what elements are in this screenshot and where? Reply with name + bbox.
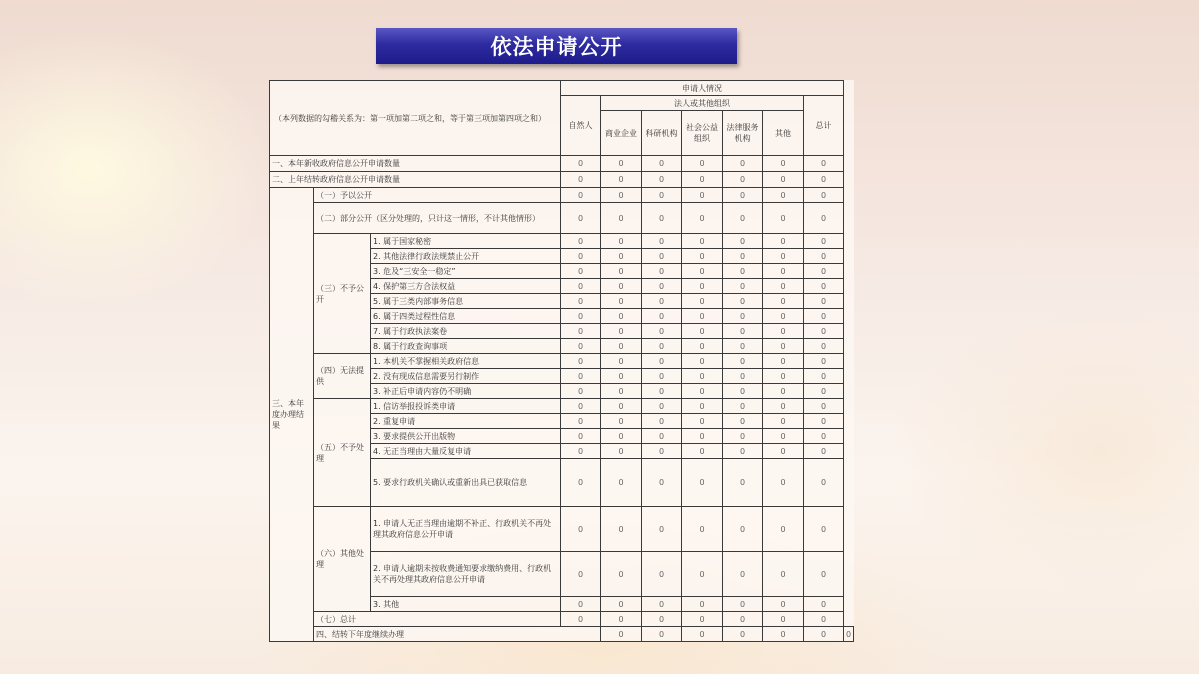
row-label: 4. 保护第三方合法权益 <box>371 279 561 294</box>
cell-value: 0 <box>682 384 723 399</box>
cell-value: 0 <box>763 627 804 642</box>
table-row <box>270 612 854 627</box>
cell-value: 0 <box>723 234 763 249</box>
cell-value: 0 <box>804 172 844 188</box>
cell-value: 0 <box>804 459 844 507</box>
table-note: （本列数据的勾稽关系为：第一项加第二项之和，等于第三项加第四项之和） <box>270 81 561 156</box>
section3-label: 三、本年度办理结果 <box>270 188 314 642</box>
cell-value: 0 <box>763 309 804 324</box>
cell-value: 0 <box>682 399 723 414</box>
subsection-label: （六）其他处理 <box>314 507 371 612</box>
row-label: 二、上年结转政府信息公开申请数量 <box>270 172 561 188</box>
row-label: 5. 属于三类内部事务信息 <box>371 294 561 309</box>
cell-value: 0 <box>601 354 642 369</box>
subsection-label: （五）不予处理 <box>314 399 371 507</box>
row-label: （二）部分公开（区分处理的，只计这一情形，不计其他情形） <box>314 203 561 234</box>
cell-value: 0 <box>723 552 763 597</box>
cell-value: 0 <box>682 597 723 612</box>
cell-value: 0 <box>763 264 804 279</box>
cell-value: 0 <box>763 249 804 264</box>
cell-value: 0 <box>804 249 844 264</box>
cell-value: 0 <box>763 507 804 552</box>
cell-value: 0 <box>804 552 844 597</box>
row-label: （七）总计 <box>314 612 561 627</box>
cell-value: 0 <box>601 384 642 399</box>
row-label: （一）予以公开 <box>314 188 561 203</box>
cell-value: 0 <box>642 507 682 552</box>
cell-value: 0 <box>763 459 804 507</box>
cell-value: 0 <box>682 324 723 339</box>
cell-value: 0 <box>561 309 601 324</box>
cell-value: 0 <box>723 354 763 369</box>
row-label: 1. 申请人无正当理由逾期不补正、行政机关不再处理其政府信息公开申请 <box>371 507 561 552</box>
cell-value: 0 <box>763 188 804 203</box>
header-natural-person: 自然人 <box>561 96 601 156</box>
cell-value: 0 <box>601 279 642 294</box>
cell-value: 0 <box>601 264 642 279</box>
row-label: 3. 其他 <box>371 597 561 612</box>
cell-value: 0 <box>682 172 723 188</box>
row-label: 7. 属于行政执法案卷 <box>371 324 561 339</box>
cell-value: 0 <box>804 324 844 339</box>
row-label: 1. 信访举报投诉类申请 <box>371 399 561 414</box>
cell-value: 0 <box>682 507 723 552</box>
cell-value: 0 <box>642 234 682 249</box>
cell-value: 0 <box>601 399 642 414</box>
table-row <box>270 354 854 369</box>
cell-value: 0 <box>642 597 682 612</box>
cell-value: 0 <box>601 294 642 309</box>
row-label: 一、本年新收政府信息公开申请数量 <box>270 156 561 172</box>
header-commercial: 商业企业 <box>601 111 642 156</box>
cell-value: 0 <box>642 552 682 597</box>
cell-value: 0 <box>561 203 601 234</box>
cell-value: 0 <box>804 203 844 234</box>
cell-value: 0 <box>723 249 763 264</box>
cell-value: 0 <box>601 188 642 203</box>
cell-value: 0 <box>723 264 763 279</box>
row-label: 2. 申请人逾期未按收费通知要求缴纳费用、行政机关不再处理其政府信息公开申请 <box>371 552 561 597</box>
disclosure-statistics-table <box>269 80 854 642</box>
cell-value: 0 <box>561 507 601 552</box>
cell-value: 0 <box>763 399 804 414</box>
cell-value: 0 <box>804 429 844 444</box>
cell-value: 0 <box>682 459 723 507</box>
cell-value: 0 <box>682 309 723 324</box>
cell-value: 0 <box>561 249 601 264</box>
row-label: 8. 属于行政查询事项 <box>371 339 561 354</box>
header-legal-service: 法律服务机构 <box>723 111 763 156</box>
cell-value: 0 <box>601 627 642 642</box>
header-other: 其他 <box>763 111 804 156</box>
cell-value: 0 <box>561 279 601 294</box>
cell-value: 0 <box>723 279 763 294</box>
cell-value: 0 <box>804 339 844 354</box>
cell-value: 0 <box>804 627 844 642</box>
row-label: 2. 没有现成信息需要另行制作 <box>371 369 561 384</box>
cell-value: 0 <box>642 294 682 309</box>
cell-value: 0 <box>804 234 844 249</box>
header-public-welfare: 社会公益组织 <box>682 111 723 156</box>
title-banner <box>376 28 737 64</box>
header-legal-group: 法人或其他组织 <box>601 96 804 111</box>
cell-value: 0 <box>723 309 763 324</box>
cell-value: 0 <box>642 264 682 279</box>
cell-value: 0 <box>642 459 682 507</box>
row-label: 6. 属于四类过程性信息 <box>371 309 561 324</box>
header-research: 科研机构 <box>642 111 682 156</box>
table-row <box>270 203 854 234</box>
cell-value: 0 <box>561 444 601 459</box>
cell-value: 0 <box>763 156 804 172</box>
cell-value: 0 <box>642 414 682 429</box>
cell-value: 0 <box>642 188 682 203</box>
cell-value: 0 <box>682 612 723 627</box>
cell-value: 0 <box>763 339 804 354</box>
cell-value: 0 <box>682 444 723 459</box>
cell-value: 0 <box>642 309 682 324</box>
cell-value: 0 <box>642 354 682 369</box>
cell-value: 0 <box>601 234 642 249</box>
cell-value: 0 <box>642 627 682 642</box>
cell-value: 0 <box>723 188 763 203</box>
cell-value: 0 <box>723 172 763 188</box>
cell-value: 0 <box>601 552 642 597</box>
cell-value: 0 <box>763 203 804 234</box>
cell-value: 0 <box>804 279 844 294</box>
cell-value: 0 <box>763 172 804 188</box>
table-row <box>270 507 854 552</box>
cell-value: 0 <box>561 264 601 279</box>
cell-value: 0 <box>804 384 844 399</box>
cell-value: 0 <box>804 444 844 459</box>
cell-value: 0 <box>723 459 763 507</box>
cell-value: 0 <box>682 156 723 172</box>
cell-value: 0 <box>804 309 844 324</box>
cell-value: 0 <box>804 156 844 172</box>
cell-value: 0 <box>763 234 804 249</box>
cell-value: 0 <box>561 384 601 399</box>
cell-value: 0 <box>601 597 642 612</box>
cell-value: 0 <box>642 429 682 444</box>
cell-value: 0 <box>642 612 682 627</box>
row-label: 4. 无正当理由大量反复申请 <box>371 444 561 459</box>
cell-value: 0 <box>561 188 601 203</box>
cell-value: 0 <box>561 294 601 309</box>
cell-value: 0 <box>682 414 723 429</box>
cell-value: 0 <box>561 429 601 444</box>
row-label: 3. 要求提供公开出版物 <box>371 429 561 444</box>
cell-value: 0 <box>723 339 763 354</box>
cell-value: 0 <box>561 354 601 369</box>
cell-value: 0 <box>642 369 682 384</box>
row-label: 5. 要求行政机关确认或重新出具已获取信息 <box>371 459 561 507</box>
cell-value: 0 <box>723 429 763 444</box>
cell-value: 0 <box>723 444 763 459</box>
cell-value: 0 <box>723 369 763 384</box>
page-title: 依法申请公开 <box>490 34 623 59</box>
cell-value: 0 <box>642 339 682 354</box>
row-label: 1. 属于国家秘密 <box>371 234 561 249</box>
cell-value: 0 <box>561 339 601 354</box>
cell-value: 0 <box>682 552 723 597</box>
cell-value: 0 <box>723 324 763 339</box>
cell-value: 0 <box>763 294 804 309</box>
cell-value: 0 <box>601 507 642 552</box>
cell-value: 0 <box>682 339 723 354</box>
cell-value: 0 <box>682 354 723 369</box>
cell-value: 0 <box>561 414 601 429</box>
cell-value: 0 <box>763 414 804 429</box>
cell-value: 0 <box>723 507 763 552</box>
cell-value: 0 <box>601 429 642 444</box>
cell-value: 0 <box>601 612 642 627</box>
cell-value: 0 <box>682 294 723 309</box>
cell-value: 0 <box>561 399 601 414</box>
table-row <box>270 627 854 642</box>
cell-value: 0 <box>682 188 723 203</box>
cell-value: 0 <box>723 612 763 627</box>
cell-value: 0 <box>642 172 682 188</box>
cell-value: 0 <box>763 279 804 294</box>
cell-value: 0 <box>682 203 723 234</box>
cell-value: 0 <box>682 369 723 384</box>
cell-value: 0 <box>804 188 844 203</box>
table-row <box>270 156 854 172</box>
cell-value: 0 <box>763 384 804 399</box>
cell-value: 0 <box>763 429 804 444</box>
cell-value: 0 <box>723 384 763 399</box>
row-label: 2. 重复申请 <box>371 414 561 429</box>
cell-value: 0 <box>561 369 601 384</box>
cell-value: 0 <box>763 597 804 612</box>
cell-value: 0 <box>763 354 804 369</box>
cell-value: 0 <box>804 264 844 279</box>
table-row <box>270 399 854 414</box>
cell-value: 0 <box>682 429 723 444</box>
cell-value: 0 <box>763 324 804 339</box>
cell-value: 0 <box>804 414 844 429</box>
cell-value: 0 <box>601 339 642 354</box>
cell-value: 0 <box>682 627 723 642</box>
cell-value: 0 <box>723 627 763 642</box>
subsection-label: （三）不予公开 <box>314 234 371 354</box>
cell-value: 0 <box>682 249 723 264</box>
subsection-label: （四）无法提供 <box>314 354 371 399</box>
cell-value: 0 <box>844 627 854 642</box>
cell-value: 0 <box>561 172 601 188</box>
cell-value: 0 <box>682 234 723 249</box>
header-applicant-group: 申请人情况 <box>561 81 844 96</box>
cell-value: 0 <box>763 444 804 459</box>
cell-value: 0 <box>561 552 601 597</box>
cell-value: 0 <box>804 294 844 309</box>
cell-value: 0 <box>642 249 682 264</box>
table-row <box>270 172 854 188</box>
cell-value: 0 <box>561 612 601 627</box>
table-row <box>270 234 854 249</box>
cell-value: 0 <box>601 459 642 507</box>
cell-value: 0 <box>601 203 642 234</box>
cell-value: 0 <box>682 279 723 294</box>
cell-value: 0 <box>561 234 601 249</box>
cell-value: 0 <box>682 264 723 279</box>
cell-value: 0 <box>601 172 642 188</box>
cell-value: 0 <box>804 612 844 627</box>
cell-value: 0 <box>642 324 682 339</box>
row-label: 3. 危及“三安全一稳定” <box>371 264 561 279</box>
cell-value: 0 <box>561 597 601 612</box>
cell-value: 0 <box>561 156 601 172</box>
row-label: 1. 本机关不掌握相关政府信息 <box>371 354 561 369</box>
cell-value: 0 <box>763 612 804 627</box>
cell-value: 0 <box>561 459 601 507</box>
cell-value: 0 <box>642 384 682 399</box>
cell-value: 0 <box>804 507 844 552</box>
cell-value: 0 <box>642 203 682 234</box>
cell-value: 0 <box>763 552 804 597</box>
cell-value: 0 <box>723 203 763 234</box>
cell-value: 0 <box>601 369 642 384</box>
table-row <box>270 188 854 203</box>
cell-value: 0 <box>561 324 601 339</box>
cell-value: 0 <box>601 444 642 459</box>
cell-value: 0 <box>642 156 682 172</box>
cell-value: 0 <box>804 399 844 414</box>
cell-value: 0 <box>723 399 763 414</box>
cell-value: 0 <box>723 414 763 429</box>
cell-value: 0 <box>601 414 642 429</box>
row-label: 3. 补正后申请内容仍不明确 <box>371 384 561 399</box>
cell-value: 0 <box>642 444 682 459</box>
cell-value: 0 <box>804 597 844 612</box>
row-label: 四、结转下年度继续办理 <box>314 627 601 642</box>
cell-value: 0 <box>723 156 763 172</box>
cell-value: 0 <box>601 309 642 324</box>
cell-value: 0 <box>642 399 682 414</box>
cell-value: 0 <box>723 597 763 612</box>
cell-value: 0 <box>723 294 763 309</box>
cell-value: 0 <box>601 324 642 339</box>
cell-value: 0 <box>601 249 642 264</box>
row-label: 2. 其他法律行政法规禁止公开 <box>371 249 561 264</box>
cell-value: 0 <box>601 156 642 172</box>
cell-value: 0 <box>763 369 804 384</box>
cell-value: 0 <box>804 369 844 384</box>
cell-value: 0 <box>642 279 682 294</box>
header-total: 总计 <box>804 96 844 156</box>
cell-value: 0 <box>804 354 844 369</box>
